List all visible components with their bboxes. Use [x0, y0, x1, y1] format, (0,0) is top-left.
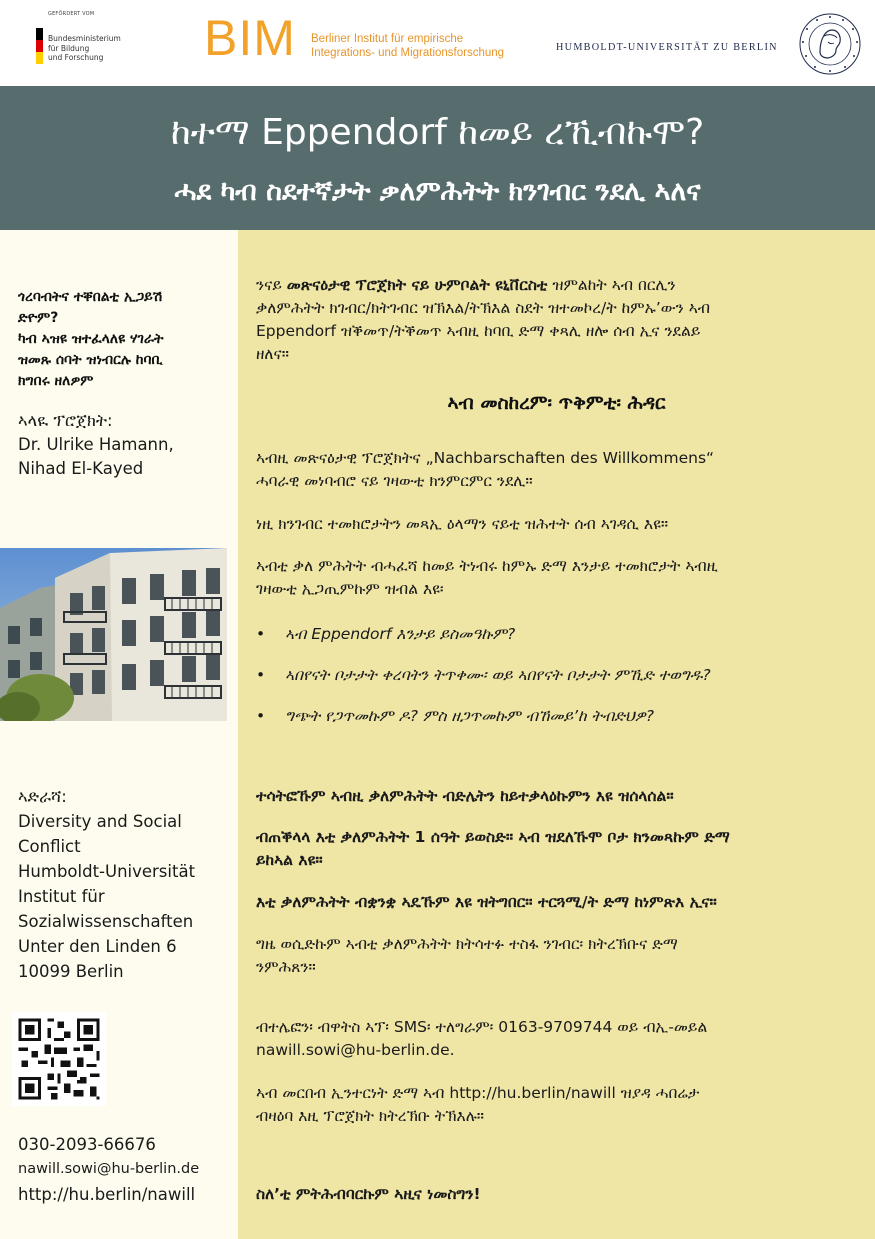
bim-logo: [204, 10, 514, 70]
project-lead: ኣላዪ ፕሮጀክት: Dr. Ulrike Hamann, Nihad El-Kayed: [18, 411, 174, 478]
qr-code-icon[interactable]: [12, 1012, 106, 1106]
address-block: ኣድራሻ: Diversity and Social Conflict Humboldt-Universität Institut für Sozialwissenschaften Unter den Linden 6 10099 Berlin: [18, 787, 196, 981]
intro-paragraph: ንናይ መጽናዕታዊ ፕሮጀክት ናይ ሁምቦልት ዩኒቨርስቲ ዝምልከት ኣብ በርሊን ቃለምሕትት ክገብር/ክትገብር ዝኽእል/ትኽእል ስደት ዝተመኮረ/ት ከምኡ’ውን ኣብ Eppendorf ዝቕመጥ/ትቕመጥ ኣብዚ ከባቢ ድማ ቀጻሊ ዘሎ ሰብ ኢና ንደልይ ዘለና።: [256, 276, 711, 363]
german-flag-icon: [36, 28, 43, 64]
page-title: ከተማ Eppendorf ከመይ ረኺብኩሞ?: [170, 112, 705, 153]
sidebar-question: ጎረባብትና ተቐበልቲ ኢጋይሽ ድዮም? ካብ ኣዝዩ ዝተፈላለዩ ሃገራት ዝመጹ ሰባት ዝነብርሉ ከባቢ ክግበሩ ዘለዎም: [18, 289, 164, 389]
bullet-icon: •: [256, 625, 266, 643]
hu-name: HUMBOLDT-UNIVERSITÄT ZU BERLIN: [556, 42, 778, 53]
language-note: እቲ ቃለምሕትት ብቋንቋ ኣዴኹም እዩ ዝትግበር። ተርጓሚ/ት ድማ ከነምጽእ ኢና።: [256, 893, 717, 911]
paragraph-project: ኣብዚ መጽናዕታዊ ፕሮጀክትና „Nachbarschaften des Willkommens“ ሓባራዊ መነባብሮ ናይ ገዛውቲ ክንምርምር ንደሊ።: [256, 449, 715, 490]
paragraph-interview-topics: ኣብቲ ቃለ ምሕትት ብሓፈሻ ከመይ ትነብሩ ከምኡ ድማ እንታይ ተመክሮታት ኣብዚ ገዛውቲ ኢጋጢምኩም ዝብል እዩ፡: [256, 557, 718, 598]
funder-small-text: GEFÖRDERT VOM: [48, 11, 95, 17]
bullet-icon: •: [256, 707, 266, 725]
page-subtitle: ሓደ ካብ ስደተኛታት ቃለምሕትት ክንገብር ንደሊ ኣለና: [174, 176, 701, 207]
thanks-line: ስለ’ቲ ምትሕብባርኩም ኣዚና ነመስግን!: [256, 1185, 481, 1203]
contact-paragraph: ብተሌፎን፡ ብዋትስ ኣፕ፡ SMS፡ ተለግራም፡ 0163-9709744 ወይ ብኢ-መይል nawill.sowi@hu-berlin.de.: [256, 1018, 708, 1059]
bmbf-logo: [14, 10, 154, 76]
ministry-name: Bundesministerium für Bildung und Forschung: [48, 34, 121, 62]
contact-phone[interactable]: 030-2093-66676: [18, 1135, 156, 1154]
contact-url[interactable]: http://hu.berlin/nawill: [18, 1185, 196, 1204]
bim-mark: BIM: [204, 10, 296, 66]
logo-header: [0, 0, 875, 86]
contact-email[interactable]: nawill.sowi@hu-berlin.de: [18, 1161, 200, 1177]
interview-period-heading: ኣብ መስከረም፡ ጥቅምቲ፡ ሕዳር: [447, 392, 666, 414]
paragraph-importance: ነዚ ክንገብር ተመክሮታትን መጻኢ ዕላማን ናይቲ ዝሕተት ሰብ ኣገዳሲ እዩ።: [256, 515, 669, 533]
bim-full-name: Berliner Institut für empirische Integrations- und Migrationsforschung: [311, 33, 505, 59]
bullet-icon: •: [256, 666, 266, 684]
voluntary-note: ተሳትፎኹም ኣብዚ ቃለምሕትት ብድሌትን ከይተቃላዕኩምን እዩ ዝሰላሰል።: [256, 787, 674, 805]
hu-seal-icon: [798, 12, 862, 76]
building-photo: [0, 548, 227, 721]
participation-request: ግዜ ወሲድኩም ኣብቲ ቃለምሕትት ክትሳተፉ ተስፋ ንገብር፡ ክትረኽቡና ድማ ንምሕጸን።: [256, 935, 678, 976]
hu-berlin-logo: [556, 12, 868, 78]
duration-note: ብጠቕላላ እቲ ቃለምሕትት 1 ሰዓት ይወስድ። ኣብ ዝደለኹሞ ቦታ ክንመጻኩም ድማ ይከኣል እዩ።: [256, 828, 730, 869]
website-paragraph: ኣብ መርበብ ኢንተርነት ድማ ኣብ http://hu.berlin/nawill ዝያዳ ሓበሬታ ብዛዕባ እዚ ፕሮጀክት ክትረኽቡ ትኽእሉ።: [256, 1084, 700, 1125]
